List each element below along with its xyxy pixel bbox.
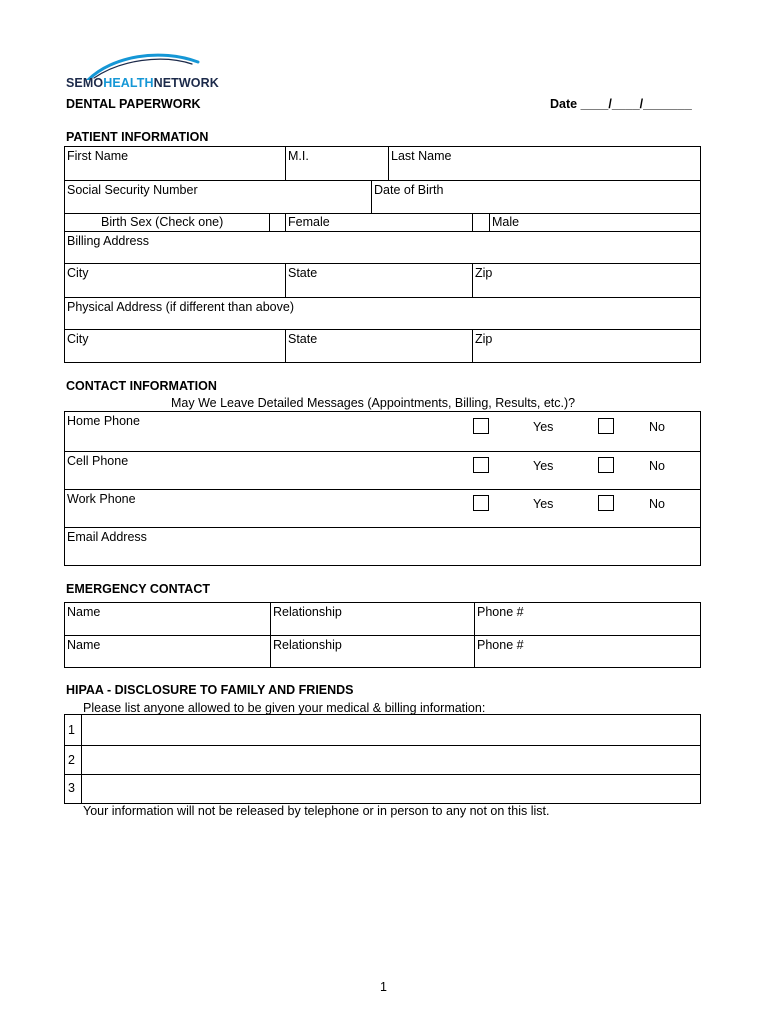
female-label: Female	[288, 215, 330, 229]
hipaa-person-3-field[interactable]	[81, 775, 700, 804]
physical-zip-field[interactable]	[472, 330, 700, 363]
female-option	[285, 214, 472, 232]
emergency-contact-table	[64, 602, 701, 668]
billing-city-label: City	[67, 266, 89, 280]
hipaa-table	[64, 714, 701, 804]
email-label: Email Address	[67, 530, 147, 544]
billing-city-row	[65, 263, 700, 298]
patient-info-heading: PATIENT INFORMATION	[66, 130, 209, 144]
messages-question: May We Leave Detailed Messages (Appointments, Billing, Results, etc.)?	[171, 396, 576, 410]
contact-info-heading: CONTACT INFORMATION	[66, 379, 217, 393]
hipaa-number-cell	[65, 775, 81, 804]
birth-sex-label: Birth Sex (Check one)	[101, 215, 224, 229]
home-phone-no-label: No	[649, 420, 665, 434]
email-row	[65, 527, 700, 566]
physical-state-label: State	[288, 332, 318, 346]
hipaa-number: 1	[68, 723, 75, 737]
emergency-name-label: Name	[67, 638, 101, 652]
cell-phone-row	[65, 451, 700, 490]
birth-sex-row	[65, 213, 700, 232]
emergency-name-2[interactable]	[65, 636, 270, 668]
work-phone-no-checkbox[interactable]	[598, 495, 614, 511]
physical-city-label: City	[67, 332, 89, 346]
ssn-label: Social Security Number	[67, 183, 198, 197]
date-field[interactable]: Date ____/____/_______	[550, 97, 692, 111]
physical-zip-label: Zip	[475, 332, 493, 346]
hipaa-person-1-field[interactable]	[81, 715, 700, 745]
patient-info-table	[64, 146, 701, 363]
page-number: 1	[380, 980, 387, 994]
cell-phone-no-label: No	[649, 459, 665, 473]
emergency-phone-1[interactable]	[474, 603, 700, 635]
work-phone-yes-checkbox[interactable]	[473, 495, 489, 511]
home-phone-row	[65, 412, 700, 451]
emergency-relationship-label: Relationship	[273, 638, 342, 652]
hipaa-number-cell	[65, 715, 81, 745]
work-phone-row	[65, 489, 700, 528]
ssn-field[interactable]	[65, 181, 371, 214]
home-phone-label: Home Phone	[67, 414, 140, 428]
hipaa-row-3	[65, 774, 700, 804]
emergency-relationship-label: Relationship	[273, 605, 342, 619]
work-phone-yes-label: Yes	[533, 497, 554, 511]
home-phone-no-checkbox[interactable]	[598, 418, 614, 434]
physical-address-field[interactable]	[65, 298, 700, 330]
billing-state-label: State	[288, 266, 318, 280]
home-phone-yes-checkbox[interactable]	[473, 418, 489, 434]
hipaa-number: 2	[68, 753, 75, 767]
logo-health: HEALTH	[103, 76, 154, 90]
contact-info-table	[64, 411, 701, 566]
last-name-field[interactable]	[388, 147, 700, 180]
physical-state-field[interactable]	[285, 330, 472, 363]
dob-label: Date of Birth	[374, 183, 444, 197]
physical-city-field[interactable]	[65, 330, 285, 363]
hipaa-row-1	[65, 715, 700, 745]
emergency-row-2	[65, 635, 700, 668]
semo-health-network-logo	[64, 50, 224, 94]
mi-field[interactable]	[285, 147, 388, 180]
last-name-label: Last Name	[391, 149, 452, 163]
emergency-relationship-1[interactable]	[270, 603, 474, 635]
emergency-row-1	[65, 603, 700, 635]
physical-address-row	[65, 297, 700, 330]
billing-zip-label: Zip	[475, 266, 493, 280]
male-option	[489, 214, 700, 232]
emergency-contact-heading: EMERGENCY CONTACT	[66, 582, 210, 596]
billing-state-field[interactable]	[285, 264, 472, 298]
billing-address-label: Billing Address	[67, 234, 149, 248]
hipaa-person-2-field[interactable]	[81, 746, 700, 775]
emergency-relationship-2[interactable]	[270, 636, 474, 668]
logo-wordmark	[66, 76, 219, 90]
billing-address-field[interactable]	[65, 232, 700, 264]
hipaa-instruction: Please list anyone allowed to be given your medical & billing information:	[83, 701, 486, 715]
email-field[interactable]	[65, 528, 700, 566]
emergency-phone-2[interactable]	[474, 636, 700, 668]
work-phone-no-label: No	[649, 497, 665, 511]
male-label: Male	[492, 215, 520, 229]
logo-network: NETWORK	[153, 76, 219, 90]
first-name-label: First Name	[67, 149, 129, 163]
hipaa-number: 3	[68, 781, 75, 795]
cell-phone-no-checkbox[interactable]	[598, 457, 614, 473]
billing-zip-field[interactable]	[472, 264, 700, 298]
emergency-phone-label: Phone #	[477, 638, 524, 652]
hipaa-number-cell	[65, 746, 81, 775]
name-row	[65, 147, 700, 180]
home-phone-yes-label: Yes	[533, 420, 554, 434]
cell-phone-yes-label: Yes	[533, 459, 554, 473]
mi-label: M.I.	[288, 149, 309, 163]
emergency-name-label: Name	[67, 605, 101, 619]
work-phone-label: Work Phone	[67, 492, 136, 506]
logo-semo: SEMO	[66, 76, 104, 90]
emergency-phone-label: Phone #	[477, 605, 524, 619]
female-checkbox[interactable]	[269, 214, 285, 232]
billing-city-field[interactable]	[65, 264, 285, 298]
hipaa-heading: HIPAA - DISCLOSURE TO FAMILY AND FRIENDS	[66, 683, 354, 697]
cell-phone-yes-checkbox[interactable]	[473, 457, 489, 473]
dob-field[interactable]	[371, 181, 700, 214]
physical-city-row	[65, 329, 700, 363]
hipaa-footnote: Your information will not be released by telephone or in person to any not on this list.	[83, 804, 550, 818]
first-name-field[interactable]	[65, 147, 285, 180]
emergency-name-1[interactable]	[65, 603, 270, 635]
ssn-row	[65, 180, 700, 214]
birth-sex-label-cell	[65, 214, 269, 232]
billing-address-row	[65, 231, 700, 264]
hipaa-row-2	[65, 745, 700, 775]
physical-address-label: Physical Address (if different than above)	[67, 300, 294, 314]
cell-phone-label: Cell Phone	[67, 454, 129, 468]
male-checkbox[interactable]	[472, 214, 489, 232]
document-title: DENTAL PAPERWORK	[66, 97, 201, 111]
